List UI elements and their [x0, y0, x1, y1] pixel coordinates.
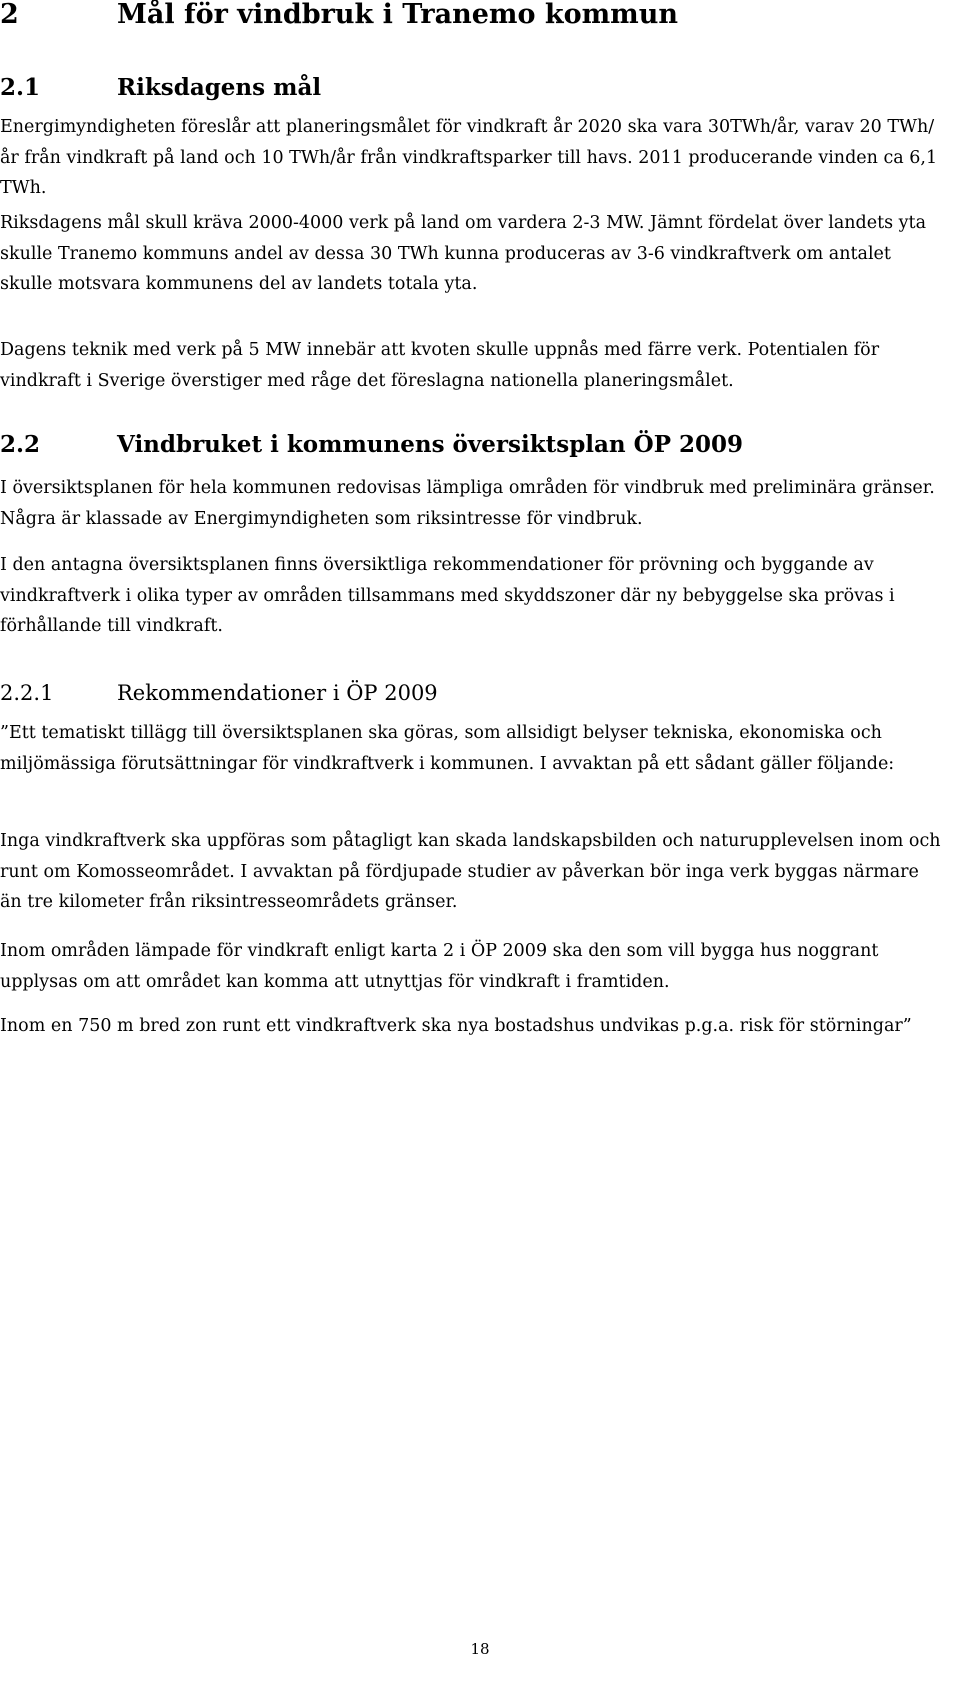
- subsection-heading-2-2-1: [0, 679, 438, 707]
- section-heading-2-2: [0, 430, 743, 460]
- quote-paragraph: ”Ett tematiskt tillägg till översiktsplanen ska göras, som allsidigt belyser tekniska, ekonomiska och miljömässiga förutsättningar för vindkraftverk i kommunen. I avvaktan på ett sådant gäller följande:: [0, 723, 895, 774]
- chapter-number: 2: [0, 0, 19, 30]
- paragraph: Energimyndigheten föreslår att planeringsmålet för vindkraft år 2020 ska vara 30TWh/år, varav 20 TWh/år från vindkraft på land och 10 TWh/år från vindkraftsparker till havs. 2011 producerande vinden ca 6,1 TWh.: [0, 117, 938, 198]
- section-heading-2-1: [0, 73, 321, 103]
- page-number: 18: [470, 1640, 490, 1658]
- paragraph: I översiktsplanen för hela kommunen redovisas lämpliga områden för vindbruk med preliminära gränser. Några är klassade av Energimyndigheten som riksintresse för vindbruk.: [0, 478, 935, 529]
- quote-paragraph: Inga vindkraftverk ska uppföras som påtagligt kan skada landskapsbilden och naturupplevelsen inom och runt om Komosseområdet. I avvaktan på fördjupade studier av påverkan bör inga verk byggas närmare än tre kilometer från riksintresseområdets gränser.: [0, 831, 941, 912]
- section-title: Riksdagens mål: [117, 74, 322, 101]
- chapter-heading: [0, 0, 678, 30]
- paragraph: Riksdagens mål skull kräva 2000-4000 verk på land om vardera 2-3 MW. Jämnt fördelat över landets yta skulle Tranemo kommuns andel av dessa 30 TWh kunna produceras av 3-6 vindkraftverk om antalet skulle motsvara kommunens del av landets totala yta.: [0, 213, 927, 294]
- subsection-number: 2.2.1: [0, 681, 54, 705]
- quote-paragraph: Inom en 750 m bred zon runt ett vindkraftverk ska nya bostadshus undvikas p.g.a. risk för störningar”: [0, 1016, 912, 1036]
- section-number: 2.1: [0, 74, 41, 101]
- section-title: Vindbruket i kommunens översiktsplan ÖP 2009: [117, 431, 744, 458]
- section-number: 2.2: [0, 431, 41, 458]
- quote-paragraph: Inom områden lämpade för vindkraft enligt karta 2 i ÖP 2009 ska den som vill bygga hus noggrant upplysas om att området kan komma att utnyttjas för vindkraft i framtiden.: [0, 941, 879, 992]
- chapter-title: Mål för vindbruk i Tranemo kommun: [117, 0, 678, 30]
- paragraph: Dagens teknik med verk på 5 MW innebär att kvoten skulle uppnås med färre verk. Potentialen för vindkraft i Sverige överstiger med råge det föreslagna nationella planeringsmålet.: [0, 340, 880, 391]
- paragraph: I den antagna översiktsplanen finns översiktliga rekommendationer för prövning och byggande av vindkraftverk i olika typer av områden tillsammans med skyddszoner där ny bebyggelse ska prövas i förhållande till vindkraft.: [0, 555, 895, 636]
- subsection-title: Rekommendationer i ÖP 2009: [117, 681, 438, 705]
